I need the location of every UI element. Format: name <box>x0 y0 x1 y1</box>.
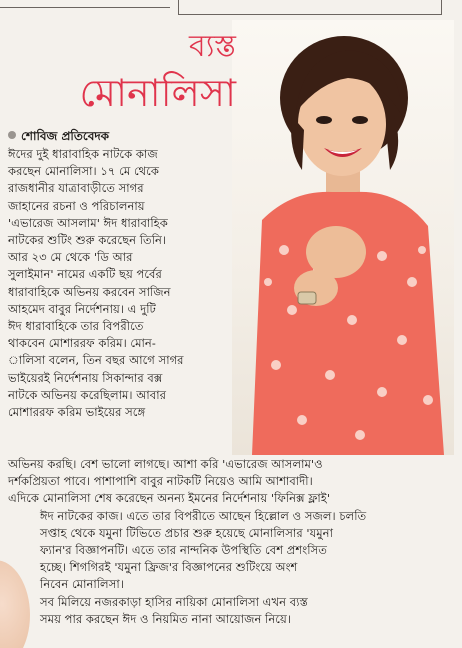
article-line: আহমেদ বাবুর নির্দেশনায়। এ দুটি <box>8 301 156 316</box>
portrait-illustration <box>232 20 454 455</box>
article-line: ঈদের দুই ধারাবাহিক নাটকে কাজ <box>8 147 158 161</box>
article-line: সুলাইমান' নামের একটি ছয় পর্বের <box>8 267 162 282</box>
article-line: ভাইয়েরই নির্দেশনায় সিকান্দার বক্স <box>8 370 163 385</box>
article-line: ঈদ নাটকের কাজ। এতে তার বিপরীতে আছেন হিল্লোল ও সজল। চলতি <box>40 508 367 523</box>
headline <box>36 28 236 116</box>
byline-text: শোবিজ প্রতিবেদক <box>21 129 110 143</box>
article-line: ালিসা বলেন, তিন বছর আগে সাগর <box>8 353 184 368</box>
article-line: ধারাবাহিকে অভিনয় করবেন সাজিন <box>8 284 171 299</box>
article-line: নিবেন মোনালিসা। <box>40 577 124 592</box>
article-line: অভিনয় করছি। বেশ ভালো লাগছে। আশা করি 'এভারেজ আসলাম'ও <box>8 457 323 471</box>
photo-monalisa <box>232 20 454 455</box>
article-body-wide <box>8 456 448 628</box>
article-line: সপ্তাহ থেকে যমুনা টিভিতে প্রচার শুরু হয়েছে মোনালিসার 'যমুনা <box>40 525 333 540</box>
article-line: আর ২৩ মে থেকে 'ডি আর <box>8 250 133 265</box>
top-rule-frame <box>0 0 462 18</box>
article-line: মোশাররফ করিম ভাইয়ের সঙ্গে <box>8 405 146 420</box>
divider <box>0 7 170 8</box>
article-line: 'এভারেজ আসলাম' ঈদ ধারাবাহিক <box>8 215 168 230</box>
bullet-icon <box>8 131 16 139</box>
article-line: এদিকে মোনালিসা শেষ করেছেন অনন্য ইমনের নির্দেশনায় 'ফিনিক্স ফ্লাই' <box>8 491 331 506</box>
article-line: করছেন মোনালিসা। ১৭ মে থেকে <box>8 164 159 179</box>
article-line: হচ্ছে। শিগগিরই 'যমুনা ফ্রিজ'র বিজ্ঞাপনের শুটিংয়ে অংশ <box>40 560 298 575</box>
byline <box>8 128 109 148</box>
headline-line-2: মোনালিসা <box>79 71 236 115</box>
article-line: নাটকে অভিনয় করেছিলাম। আবার <box>8 387 166 402</box>
article-body-narrow <box>8 146 230 421</box>
article-line: থাকবেন মোশাররফ করিম। মোন- <box>8 336 156 351</box>
article-line: রাজধানীর যাত্রাবাড়ীতে সাগর <box>8 181 144 196</box>
article-line: ফ্যান'র বিজ্ঞাপনটি। এতে তার নান্দনিক উপস্থিতি বেশ প্রশংসিত <box>40 543 327 558</box>
header-box-frame <box>178 0 442 15</box>
headline-line-1: ব্যস্ত <box>189 29 236 64</box>
article-line: জাহানের রচনা ও পরিচালনায় <box>8 198 145 213</box>
article-line: সব মিলিয়ে নজরকাড়া হাসির নায়িকা মোনালিসা এখন ব্যস্ত <box>40 594 308 609</box>
article-line: সময় পার করছেন ঈদ ও নিয়মিত নানা আয়োজন নিয়ে। <box>40 611 291 626</box>
article-line: নাটকের শুটিং শুরু করেছেন তিনি। <box>8 233 167 248</box>
article-line: দর্শকপ্রিয়তা পাবে। পাশাপাশি বাবুর নাটকটি নিয়েও আমি আশাবাদী। <box>8 474 313 489</box>
article-line: ঈদ ধারাবাহিকে তার বিপরীতে <box>8 319 144 334</box>
